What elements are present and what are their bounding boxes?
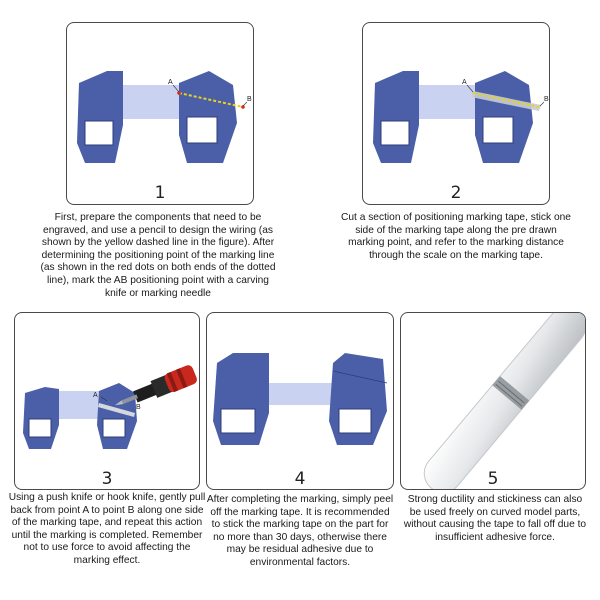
curved-tube-illustration [401,313,586,490]
step-4-caption: After completing the marking, simply peel off the marking tape. It is recommended to stick the marking tape on the part for no more than 30 days, otherwise there may be residual adhesive due to environmental factors. [206,494,394,568]
step-number: 1 [154,183,166,203]
step-2-panel [362,22,550,205]
point-a-label: A [93,392,98,399]
point-b-label: B [247,96,252,103]
step-5-panel [400,312,586,490]
model-part-with-tape-illustration [363,23,550,205]
step-number: 4 [294,469,306,489]
step-2-caption: Cut a section of positioning marking tape, stick one side of the marking tape along the pre drawn marking point, and refer to the marking distance through the scale on the marking tape. [341,212,571,261]
point-b-label: B [136,404,141,411]
step-1-caption: First, prepare the components that need to be engraved, and use a pencil to design the wiring (as shown by the yellow dashed line in the figure). After determining the positioning point of the marking line (as shown in the red dots on both ends of the dotted line), mark the AB positioning point with a carving knife or marking needle [40,212,276,299]
step-number: 3 [101,469,113,489]
step-1-panel [66,22,254,205]
point-a-label: A [462,79,467,86]
step-number: 2 [450,183,462,203]
step-number: 5 [487,469,499,489]
step-3-panel [14,312,200,490]
step-4-panel [206,312,394,490]
step-5-caption: Strong ductility and stickiness can also be used freely on curved model parts, without causing the tape to fall off due to insufficient adhesive force. [403,494,587,543]
finished-part-illustration [207,313,394,490]
step-3-caption: Using a push knife or hook knife, gently pull back from point A to point B along one side of the marking tape, and repeat this action until the marking is completed. Remember not to use force to avoid affecting the marking effect. [8,492,206,566]
carving-tool-illustration [15,313,200,490]
point-a-label: A [168,79,173,86]
model-part-illustration [67,23,254,205]
point-b-label: B [544,96,549,103]
